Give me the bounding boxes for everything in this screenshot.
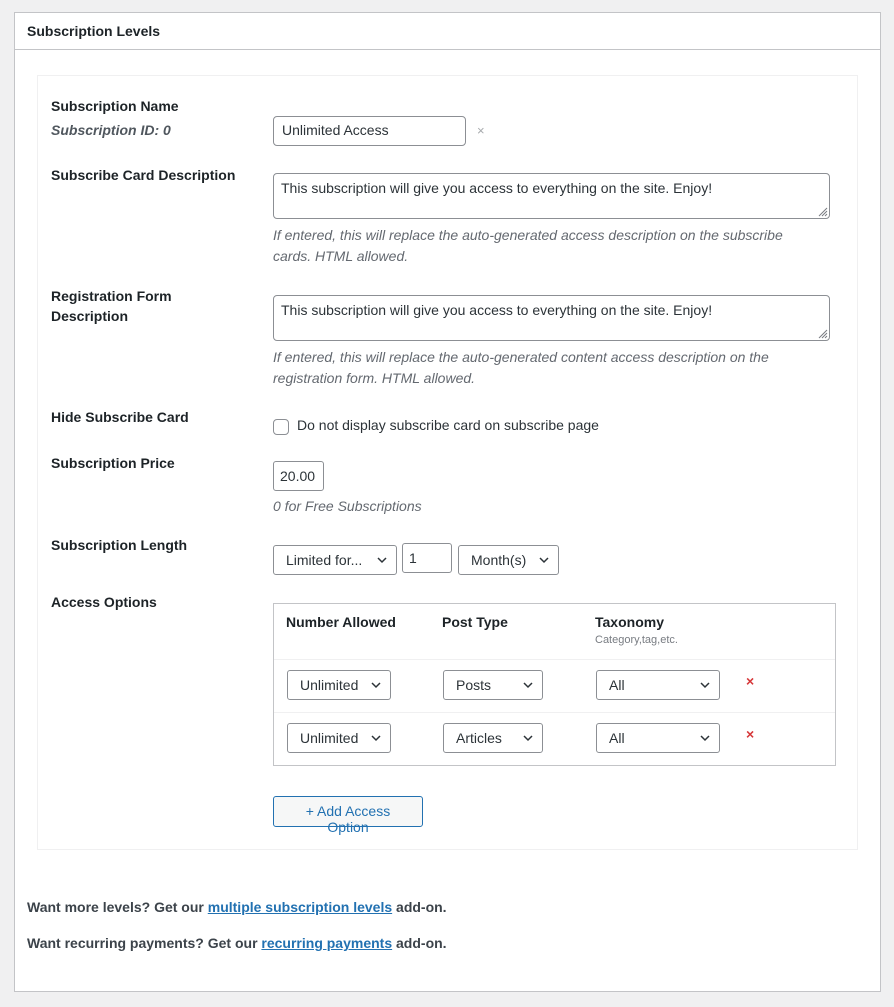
subscription-id-label: Subscription ID: 0: [51, 122, 171, 138]
chevron-down-icon: [522, 732, 534, 744]
resize-grip-icon[interactable]: [816, 205, 828, 217]
length-type-value: Limited for...: [286, 552, 363, 568]
chevron-down-icon: [699, 732, 711, 744]
post-type-header: Post Type: [442, 614, 508, 630]
registration-description-value: This subscription will give you access to everything on the site. Enjoy!: [281, 302, 713, 318]
taxonomy-header: Taxonomy: [595, 614, 664, 630]
hide-card-label: Hide Subscribe Card: [51, 409, 189, 425]
price-label: Subscription Price: [51, 455, 175, 471]
row-1-remove-icon[interactable]: ×: [746, 673, 755, 689]
chevron-down-icon: [522, 679, 534, 691]
row-1-taxonomy-value: All: [609, 677, 625, 693]
row-divider: [274, 659, 835, 660]
row-divider: [274, 712, 835, 713]
length-unit-select[interactable]: [458, 545, 559, 575]
row-1-post-type-value: Posts: [456, 677, 492, 693]
card-description-help: If entered, this will replace the auto-generated access description on the subscribe cards. HTML allowed.: [273, 227, 783, 264]
access-options-label: Access Options: [51, 594, 157, 610]
recurring-payments-link[interactable]: recurring payments: [261, 935, 393, 951]
row-2-post-type-select[interactable]: [443, 723, 543, 753]
more-levels-prefix: Want more levels? Get our: [27, 899, 208, 915]
card-description-value: This subscription will give you access to everything on the site. Enjoy!: [281, 180, 713, 196]
row-2-number-value: Unlimited: [300, 730, 359, 746]
more-levels-note: [27, 899, 447, 915]
recurring-payments-note: [27, 935, 447, 951]
length-type-select[interactable]: [273, 545, 397, 575]
recurring-prefix: Want recurring payments? Get our: [27, 935, 262, 951]
price-input[interactable]: 20.00: [273, 461, 324, 491]
row-2-taxonomy-value: All: [609, 730, 625, 746]
chevron-down-icon: [370, 679, 382, 691]
subscription-name-label: Subscription Name: [51, 98, 179, 114]
length-unit-value: Month(s): [471, 552, 527, 568]
taxonomy-subheader: Category,tag,etc.: [595, 634, 678, 646]
row-1-taxonomy-select[interactable]: [596, 670, 720, 700]
registration-description-help: If entered, this will replace the auto-generated content access description on the registration form. HTML allowed.: [273, 349, 769, 386]
chevron-down-icon: [370, 732, 382, 744]
number-allowed-header: Number Allowed: [286, 614, 396, 630]
length-count-input[interactable]: 1: [402, 543, 452, 573]
row-1-number-select[interactable]: [287, 670, 391, 700]
subscription-name-input[interactable]: Unlimited Access: [273, 116, 466, 146]
card-description-textarea[interactable]: [273, 173, 830, 219]
row-2-post-type-value: Articles: [456, 730, 502, 746]
more-levels-suffix: add-on.: [392, 899, 447, 915]
access-options-table: [273, 603, 836, 766]
subscription-levels-panel: [14, 12, 881, 992]
row-2-remove-icon[interactable]: ×: [746, 726, 755, 742]
chevron-down-icon: [699, 679, 711, 691]
chevron-down-icon: [376, 554, 388, 566]
row-2-taxonomy-select[interactable]: [596, 723, 720, 753]
registration-description-label-2: Description: [51, 308, 129, 324]
add-access-option-button[interactable]: + Add Access Option: [273, 796, 423, 827]
card-description-label: Subscribe Card Description: [51, 167, 236, 183]
resize-grip-icon[interactable]: [816, 327, 828, 339]
clear-name-icon[interactable]: ×: [477, 123, 485, 138]
row-2-number-select[interactable]: [287, 723, 391, 753]
multiple-levels-link[interactable]: multiple subscription levels: [207, 899, 393, 915]
registration-description-label-1: Registration Form: [51, 288, 172, 304]
row-1-number-value: Unlimited: [300, 677, 359, 693]
panel-title: Subscription Levels: [15, 13, 880, 50]
subscription-form: [37, 75, 858, 850]
recurring-suffix: add-on.: [392, 935, 447, 951]
hide-card-checkbox-label[interactable]: Do not display subscribe card on subscribe page: [297, 417, 599, 433]
chevron-down-icon: [538, 554, 550, 566]
hide-card-checkbox[interactable]: [273, 419, 289, 435]
price-help: 0 for Free Subscriptions: [273, 498, 422, 514]
registration-description-textarea[interactable]: [273, 295, 830, 341]
length-label: Subscription Length: [51, 537, 188, 553]
row-1-post-type-select[interactable]: [443, 670, 543, 700]
